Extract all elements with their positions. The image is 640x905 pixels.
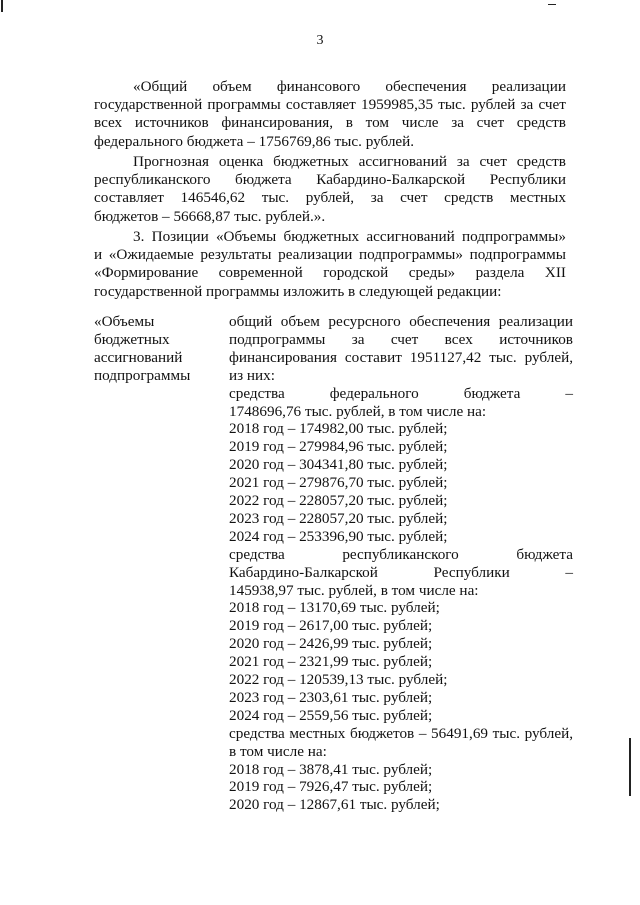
table-content-line: 2022 год – 120539,13 тыс. рублей; xyxy=(229,671,448,688)
paragraph-line: «Формирование современной городской среды» раздела XII xyxy=(94,264,566,282)
table-content-line: подпрограммы за счет всех источников xyxy=(229,330,573,348)
table-content-line: 145938,97 тыс. рублей, в том числе на: xyxy=(229,581,479,599)
paragraph-line: государственной программы составляет 1959985,35 тыс. рублей за счет xyxy=(94,96,566,114)
paragraph-line: бюджетов – 56668,87 тыс. рублей.». xyxy=(94,207,326,225)
table-content-line: средства республиканского бюджета xyxy=(229,545,573,563)
table-content-line: из них: xyxy=(229,366,275,384)
scan-edge-mark xyxy=(548,4,556,5)
paragraph-line: всех источников финансирования, в том числе за счет средств xyxy=(94,114,566,132)
table-label-line: бюджетных xyxy=(94,330,170,348)
table-content-line: 2022 год – 228057,20 тыс. рублей; xyxy=(229,492,448,509)
scan-edge-mark xyxy=(1,0,3,12)
scan-edge-mark xyxy=(629,738,631,796)
page-number: 3 xyxy=(316,33,324,48)
table-content-line: Кабардино-Балкарской Республики – xyxy=(229,563,573,581)
table-content-line: 2024 год – 2559,56 тыс. рублей; xyxy=(229,706,433,724)
table-content-line: средства местных бюджетов – 56491,69 тыс. рублей, xyxy=(229,724,573,742)
paragraph-line: республиканского бюджета Кабардино-Балкарской Республики xyxy=(94,171,566,189)
table-content-line: 2020 год – 304341,80 тыс. рублей; xyxy=(229,456,448,474)
table-content-line: в том числе на: xyxy=(229,742,327,760)
paragraph-line: и «Ожидаемые результаты реализации подпрограммы» подпрограммы xyxy=(94,246,566,264)
table-content-line: 2020 год – 2426,99 тыс. рублей; xyxy=(229,635,433,653)
paragraph-line: «Общий объем финансового обеспечения реализации xyxy=(133,78,566,95)
table-label-line: подпрограммы xyxy=(94,366,191,384)
table-content-line: 1748696,76 тыс. рублей, в том числе на: xyxy=(229,402,487,420)
table-content-line: 2023 год – 228057,20 тыс. рублей; xyxy=(229,509,448,527)
paragraph-line: федерального бюджета – 1756769,86 тыс. рублей. xyxy=(94,132,415,150)
table-content-line: 2019 год – 7926,47 тыс. рублей; xyxy=(229,778,433,796)
table-content-line: 2024 год – 253396,90 тыс. рублей; xyxy=(229,527,448,545)
paragraph-line: составляет 146546,62 тыс. рублей, за счет средств местных xyxy=(94,189,566,207)
table-content-line: финансирования составит 1951127,42 тыс. рублей, xyxy=(229,348,573,366)
table-content-line: 2021 год – 279876,70 тыс. рублей; xyxy=(229,474,448,492)
table-label-line: ассигнований xyxy=(94,348,183,366)
table-content-line: средства федерального бюджета – xyxy=(229,384,573,402)
table-content-line: 2020 год – 12867,61 тыс. рублей; xyxy=(229,796,440,814)
paragraph-line: 3. Позиции «Объемы бюджетных ассигнований подпрограммы» xyxy=(133,228,566,245)
table-content-line: 2018 год – 3878,41 тыс. рублей; xyxy=(229,760,433,778)
table-content-line: 2021 год – 2321,99 тыс. рублей; xyxy=(229,653,433,671)
paragraph-line: государственной программы изложить в следующей редакции: xyxy=(94,282,502,300)
table-label-line: «Объемы xyxy=(94,313,155,330)
table-content-line: 2018 год – 13170,69 тыс. рублей; xyxy=(229,599,440,617)
paragraph-line: Прогнозная оценка бюджетных ассигнований за счет средств xyxy=(133,153,566,170)
table-content-line: 2019 год – 279984,96 тыс. рублей; xyxy=(229,438,448,456)
table-content-line: общий объем ресурсного обеспечения реализации xyxy=(229,313,573,330)
table-content-line: 2019 год – 2617,00 тыс. рублей; xyxy=(229,617,433,635)
table-content-line: 2023 год – 2303,61 тыс. рублей; xyxy=(229,688,433,706)
table-content-line: 2018 год – 174982,00 тыс. рублей; xyxy=(229,420,448,438)
